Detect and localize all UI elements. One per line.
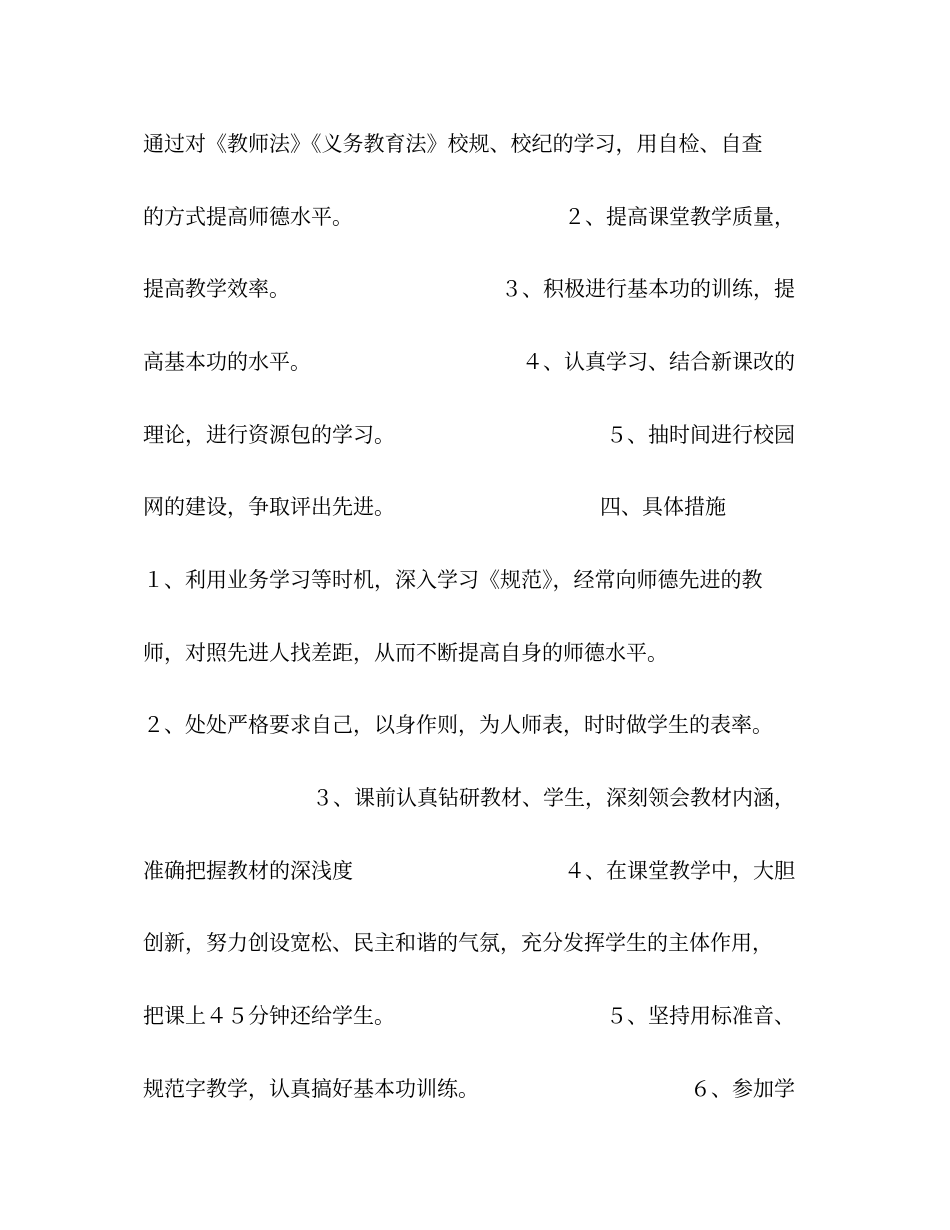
- line-text-right: ２、提高课堂教学质量，: [564, 205, 795, 229]
- line-text-left: 准确把握教材的深浅度: [143, 859, 353, 883]
- line-text-right: ５、坚持用标准音、: [606, 1004, 795, 1028]
- line-text-right: ３、课前认真钻研教材、学生，深刻领会教材内涵，: [312, 786, 795, 810]
- text-line: [143, 928, 795, 958]
- text-line: [143, 638, 795, 668]
- text-line: [143, 202, 795, 232]
- line-text-right: ４、在课堂教学中，大胆: [564, 859, 795, 883]
- line-text-left: 把课上４５分钟还给学生。: [143, 1004, 395, 1028]
- line-text-right: ３、积极进行基本功的训练，提: [501, 277, 795, 301]
- line-text-left: 高基本功的水平。: [143, 350, 311, 374]
- line-text: ２、处处严格要求自己，以身作则，为人师表，时时做学生的表率。: [143, 713, 773, 737]
- line-text-left: 网的建设，争取评出先进。: [143, 495, 395, 519]
- text-line: [143, 856, 795, 886]
- text-line: [143, 1001, 795, 1031]
- line-text-right: ５、抽时间进行校园: [606, 423, 795, 447]
- line-text-left: 的方式提高师德水平。: [143, 205, 353, 229]
- line-text: 师，对照先进人找差距，从而不断提高自身的师德水平。: [143, 641, 668, 665]
- text-line: [143, 347, 795, 377]
- text-line: [143, 783, 795, 813]
- line-text-right: ４、认真学习、结合新课改的: [522, 350, 795, 374]
- text-line: [143, 274, 795, 304]
- line-text: １、利用业务学习等时机，深入学习《规范》，经常向师德先进的教: [143, 568, 763, 592]
- section-heading: 四、具体措施: [600, 495, 726, 519]
- line-text: 通过对《教师法》《义务教育法》校规、校纪的学习，用自检、自查: [143, 132, 763, 156]
- line-text-left: 提高教学效率。: [143, 277, 290, 301]
- line-text-left: 理论，进行资源包的学习。: [143, 423, 395, 447]
- line-text-left: 规范字教学，认真搞好基本功训练。: [143, 1077, 479, 1101]
- text-line: [143, 710, 795, 740]
- text-line: [143, 565, 795, 595]
- text-line: [143, 1074, 795, 1104]
- text-line: [143, 420, 795, 450]
- line-text: 创新，努力创设宽松、民主和谐的气氛，充分发挥学生的主体作用，: [143, 931, 773, 955]
- text-line: [143, 129, 795, 159]
- line-text-right: ６、参加学: [690, 1077, 795, 1101]
- text-line: [143, 492, 795, 522]
